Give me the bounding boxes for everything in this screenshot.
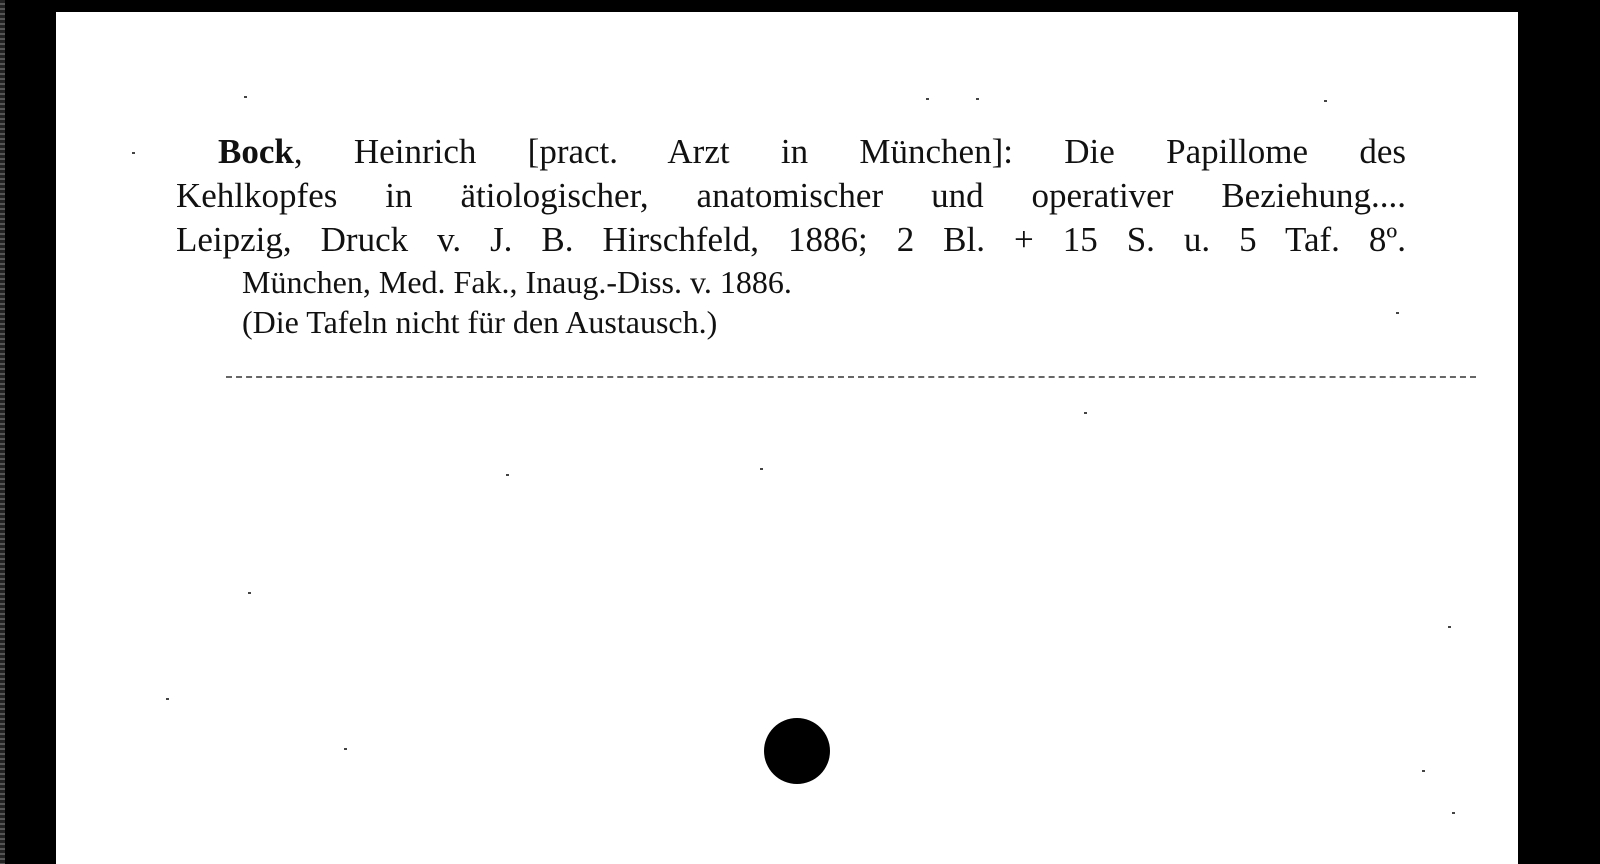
entry-line-4: München, Med. Fak., Inaug.-Diss. v. 1886. [242, 264, 792, 300]
speck [1396, 312, 1399, 314]
separator-rule [226, 376, 1476, 378]
speck [344, 748, 347, 750]
speck [976, 98, 979, 100]
speck [248, 592, 251, 594]
speck [132, 152, 135, 154]
punch-hole [764, 718, 830, 784]
speck [760, 468, 763, 470]
speck [244, 96, 247, 98]
entry-line-1 [176, 130, 1406, 174]
speck [1324, 100, 1327, 102]
speck [506, 474, 509, 476]
speck [1452, 812, 1455, 814]
bibliographic-entry [176, 130, 1406, 342]
entry-line-5: (Die Tafeln nicht für den Austausch.) [242, 304, 718, 340]
entry-line-2: Kehlkopfes in ätiologischer, anatomischer und operativer Beziehung.... [176, 176, 1406, 215]
speck [1084, 412, 1087, 414]
speck [1422, 770, 1425, 772]
scan-edge [0, 0, 5, 864]
entry-line-3: Leipzig, Druck v. J. B. Hirschfeld, 1886; 2 Bl. + 15 S. u. 5 Taf. 8º. [176, 220, 1406, 259]
speck [1448, 626, 1451, 628]
author-surname: Bock [218, 132, 294, 171]
author-details: , Heinrich [pract. Arzt in München]: Die Papillome des [293, 132, 1406, 171]
speck [166, 698, 169, 700]
speck [926, 98, 929, 100]
